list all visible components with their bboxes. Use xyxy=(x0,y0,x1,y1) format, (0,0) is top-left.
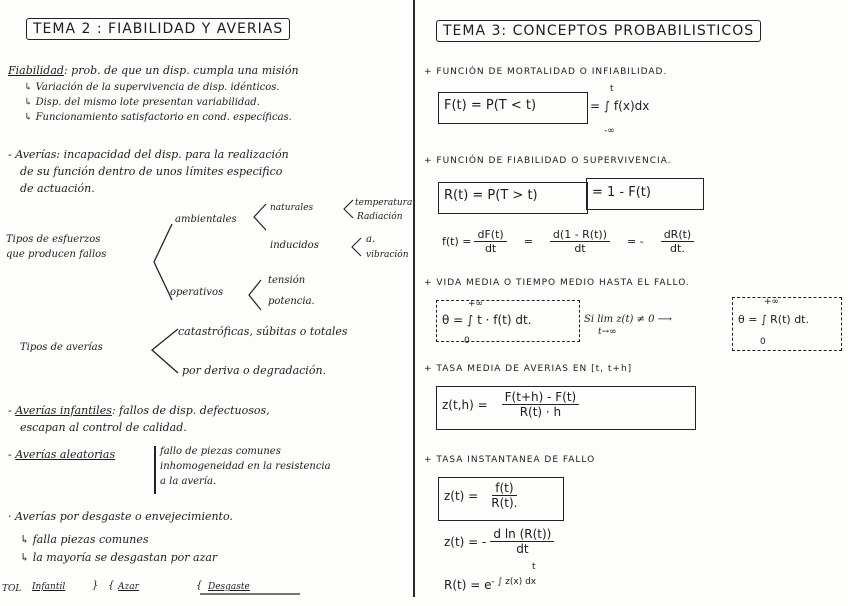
fiabilidad-bullet: ↳ Disp. del mismo lote presentan variabilidad. xyxy=(24,97,260,108)
bottom-azar: Azar xyxy=(118,582,139,592)
frac-num: F(t+h) - F(t) xyxy=(502,390,580,405)
operativos-brace xyxy=(245,278,265,312)
frac-den: R(t) · h xyxy=(519,405,562,419)
tasa-inst-fraction2 xyxy=(490,527,554,556)
tasa-inst-lhs2: z(t) = - xyxy=(444,534,487,549)
density-fraction xyxy=(550,228,610,255)
tasa-inst-fraction xyxy=(488,481,520,510)
tasa-inst-heading: + TASA INSTANTANEA DE FALLO xyxy=(424,455,596,465)
vida-media-condition: Si lim z(t) ≠ 0 ⟶ xyxy=(584,314,672,325)
temperatura-label: temperatura xyxy=(355,198,413,208)
fiabilidad-bullet-text: Disp. del mismo lote presentan variabilidad. xyxy=(35,97,260,108)
vida-media-condition-sub: t→∞ xyxy=(598,327,617,337)
aleatorias-bar xyxy=(154,446,156,494)
tasa-inst-formula2 xyxy=(444,527,557,556)
tasa-media-fraction xyxy=(502,390,580,419)
mortalidad-lower-limit: -∞ xyxy=(604,126,615,136)
infantiles-text: : fallos de disp. defectuosos, xyxy=(111,404,270,417)
frac-den: dt xyxy=(516,542,529,556)
aleatorias-line: a la avería. xyxy=(160,476,217,487)
equals-minus-sign: = - xyxy=(627,235,644,248)
reliability-exp-exponent: - ∫ z(x) dx xyxy=(491,577,537,587)
naturales-brace xyxy=(341,198,355,220)
desgaste-item: ↳ la mayoría se desgastan por azar xyxy=(20,551,218,564)
frac-num: f(t) xyxy=(492,481,516,496)
infantiles-line: - Averías infantiles: fallos de disp. defectuosos, xyxy=(8,404,270,417)
desgaste-item: ↳ falla piezas comunes xyxy=(20,533,149,546)
vida-media-upper: +∞ xyxy=(468,299,484,309)
fiabilidad-bullet-text: Variación de la supervivencia de disp. idénticos. xyxy=(35,82,280,93)
a-label: a. xyxy=(366,234,376,245)
aleatorias-line: fallo de piezas comunes xyxy=(160,446,281,457)
potencia-label: potencia. xyxy=(268,296,315,307)
bottom-infantil: Infantil xyxy=(32,582,66,592)
inducidos-brace xyxy=(349,236,363,258)
frac-num: d ln (R(t)) xyxy=(490,527,554,542)
aleatorias-line: inhomogeneidad en la resistencia xyxy=(160,461,331,472)
esfuerzos-label: que producen fallos xyxy=(6,249,107,260)
density-lhs: f(t) = xyxy=(442,235,472,248)
frac-den: dt xyxy=(574,242,586,255)
fiabilidad-def-text: : prob. de que un disp. cumpla una misión xyxy=(63,64,299,77)
reliability-exp-lhs: R(t) = e xyxy=(444,578,492,592)
fiabilidad-bullet-text: Funcionamiento satisfactorio en cond. específicas. xyxy=(35,112,292,123)
vida-media-lower: 0 xyxy=(464,336,470,346)
inducidos-label: inducidos xyxy=(270,240,319,251)
mortalidad-upper-limit: t xyxy=(610,84,614,94)
radiacion-label: Radiación xyxy=(357,212,403,222)
bottom-desgaste: Desgaste xyxy=(208,582,250,592)
reliability-exp-upper: t xyxy=(532,562,536,572)
tasa-inst-formula xyxy=(444,481,523,510)
desgaste-item-text: la mayoría se desgastan por azar xyxy=(32,551,218,564)
bottom-prefix: TOL xyxy=(2,584,22,594)
frac-den: R(t). xyxy=(491,496,518,510)
vibracion-label: vibración xyxy=(366,250,409,260)
ambientales-label: ambientales xyxy=(175,214,237,225)
equals-sign: = xyxy=(523,235,533,248)
ambientales-brace xyxy=(250,202,270,232)
reliability-exp-formula xyxy=(444,577,536,592)
vida-media-upper2: +∞ xyxy=(764,297,780,307)
tipo-averia-option: por deriva o degradación. xyxy=(182,364,327,377)
esfuerzos-label: Tipos de esfuerzos xyxy=(6,234,101,245)
fiabilidad-formula-left: R(t) = P(T > t) xyxy=(444,188,538,203)
tasa-inst-lhs: z(t) = xyxy=(444,488,479,503)
bottom-brace: } xyxy=(92,580,99,591)
tension-label: tensión xyxy=(268,275,306,286)
tema3-title: TEMA 3: CONCEPTOS PROBABILISTICOS xyxy=(436,20,761,42)
vida-media-heading: + VIDA MEDIA O TIEMPO MEDIO HASTA EL FALLO. xyxy=(424,278,690,288)
vida-media-formula: θ = ∫ t · f(t) dt. xyxy=(442,313,532,327)
mortalidad-heading: + FUNCIÓN DE MORTALIDAD O INFIABILIDAD. xyxy=(424,67,668,77)
mortalidad-formula-right: = ∫ f(x)dx xyxy=(590,99,650,113)
averias-definition-line: de actuación. xyxy=(20,182,95,195)
infantiles-term: Averías infantiles xyxy=(15,404,112,417)
vida-media-lower2: 0 xyxy=(760,337,766,347)
bottom-arrow xyxy=(190,586,310,606)
vida-media-formula2: θ = ∫ R(t) dt. xyxy=(738,313,809,326)
averias-definition-line: - Averías: incapacidad del disp. para la realización xyxy=(8,148,289,161)
desgaste-item-text: falla piezas comunes xyxy=(32,533,149,546)
tipos-averias-label: Tipos de averías xyxy=(20,342,103,353)
frac-den: dt xyxy=(484,242,497,255)
desgaste-line: · Averías por desgaste o envejecimiento. xyxy=(8,510,233,523)
density-fraction xyxy=(661,228,695,255)
frac-num: dF(t) xyxy=(474,228,506,242)
naturales-label: naturales xyxy=(270,203,314,213)
tasa-media-heading: + TASA MEDIA DE AVERIAS EN [t, t+h] xyxy=(424,364,633,374)
fiabilidad-term: Fiabilidad xyxy=(8,64,64,77)
tasa-media-formula xyxy=(442,390,582,419)
density-formula xyxy=(442,228,697,255)
density-fraction xyxy=(474,228,506,255)
aleatorias-term-line: - Averías aleatorias xyxy=(8,448,116,461)
column-divider xyxy=(413,0,415,597)
tipo-averia-option: catastróficas, súbitas o totales xyxy=(178,325,348,338)
left-column xyxy=(0,0,412,597)
fiabilidad-bullet: ↳ Variación de la supervivencia de disp. idénticos. xyxy=(24,82,280,93)
fiabilidad-formula-right: = 1 - F(t) xyxy=(592,185,651,200)
averias-definition-line: de su función dentro de unos límites especifico xyxy=(20,165,283,178)
frac-num: d(1 - R(t)) xyxy=(550,228,610,242)
bottom-brace: { xyxy=(196,580,203,591)
aleatorias-term: Averías aleatorias xyxy=(15,448,116,461)
tasa-media-lhs: z(t,h) = xyxy=(442,397,488,412)
tema2-title: TEMA 2 : FIABILIDAD Y AVERIAS xyxy=(26,18,290,40)
right-column xyxy=(420,0,848,597)
infantiles-line: escapan al control de calidad. xyxy=(20,421,187,434)
bottom-brace: { xyxy=(108,580,115,591)
frac-den: dt. xyxy=(670,242,685,255)
fiabilidad-bullet: ↳ Funcionamiento satisfactorio en cond. específicas. xyxy=(24,112,292,123)
operativos-label: operativos xyxy=(170,287,224,298)
fiabilidad-definition xyxy=(8,64,299,77)
mortalidad-formula-left: F(t) = P(T < t) xyxy=(444,98,537,113)
frac-num: dR(t) xyxy=(661,228,695,242)
fiabilidad-heading: + FUNCIÓN DE FIABILIDAD O SUPERVIVENCIA. xyxy=(424,156,672,166)
